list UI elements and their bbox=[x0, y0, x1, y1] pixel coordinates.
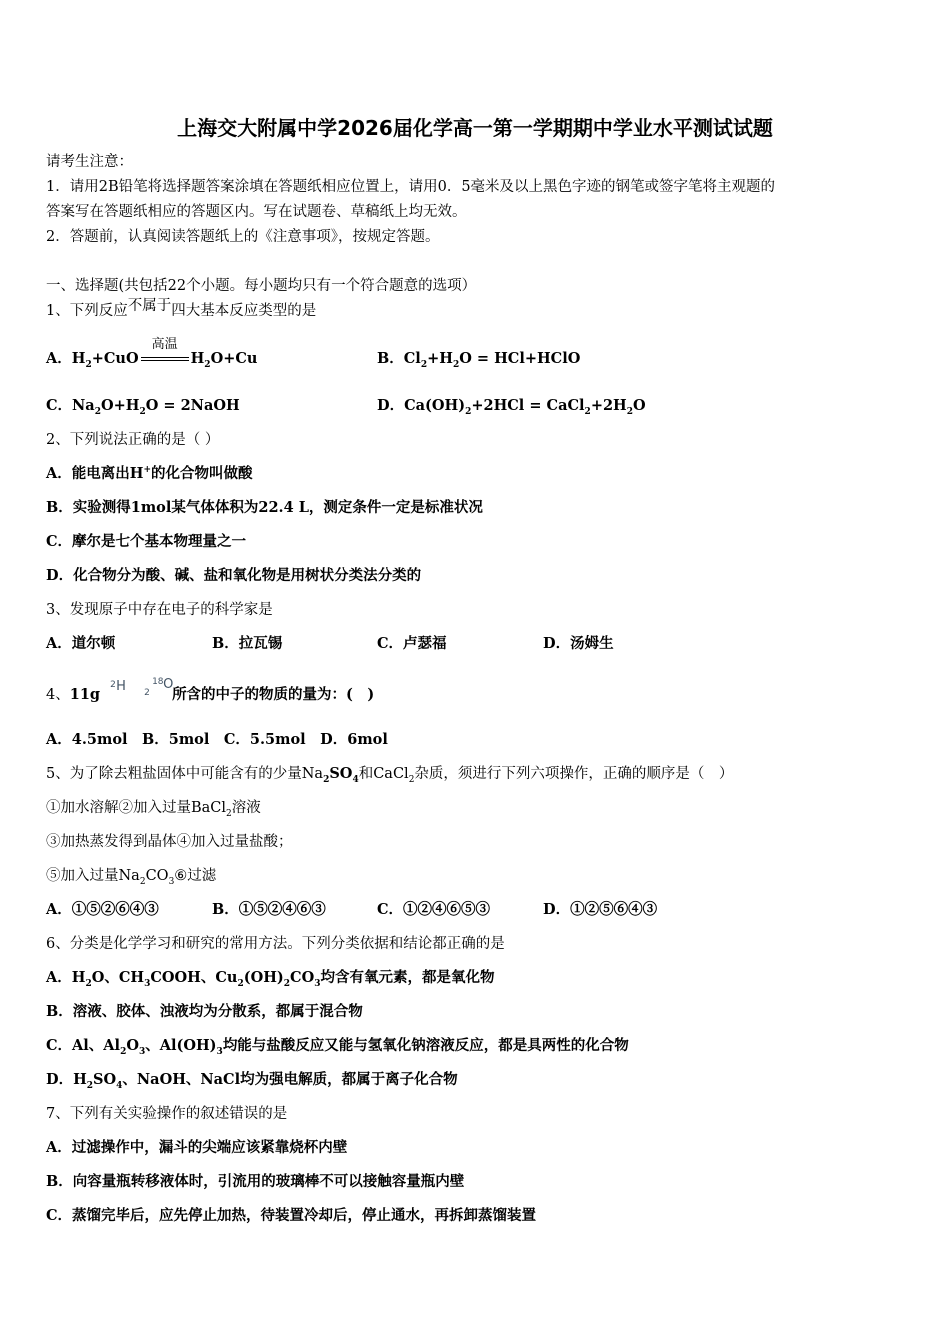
subscript: 2 bbox=[226, 808, 232, 819]
q5-step-line-3 bbox=[46, 866, 216, 886]
notice-heading: 请考生注意： bbox=[46, 154, 133, 170]
q7-option-b: B．向容量瓶转移液体时，引流用的玻璃棒不可以接触容量瓶内壁 bbox=[46, 1173, 465, 1190]
q5-step-line-1 bbox=[46, 798, 261, 818]
isotope-formula bbox=[100, 677, 174, 707]
text: 和CaCl bbox=[358, 766, 409, 782]
text: D．Ca(OH) bbox=[377, 397, 466, 414]
q5-step-line-2: ③加热蒸发得到晶体④加入过量盐酸； bbox=[46, 834, 293, 850]
subscript: 2 bbox=[85, 359, 92, 370]
text: 11g bbox=[69, 686, 101, 703]
text: 的化合物叫做酸 bbox=[151, 465, 253, 482]
q6-option-c bbox=[46, 1036, 629, 1056]
text: C．Na bbox=[46, 397, 95, 414]
mass-number: 18 bbox=[152, 677, 164, 687]
q1-a-end: O+Cu bbox=[210, 350, 258, 367]
text: SO bbox=[93, 1071, 117, 1088]
subscript: 2 bbox=[452, 359, 460, 370]
q1-option-c bbox=[46, 396, 240, 416]
text: A．能电离出H bbox=[46, 465, 144, 482]
q6-option-b: B．溶液、胶体、浊液均为分散系，都属于混合物 bbox=[46, 1003, 363, 1020]
q1-stem bbox=[46, 298, 317, 321]
subscript: 2 bbox=[204, 359, 211, 370]
q1-option-a bbox=[46, 337, 258, 370]
q2-option-a bbox=[46, 464, 253, 484]
text: ①加水溶解②加入过量BaCl bbox=[46, 800, 227, 816]
subscript: 2 bbox=[94, 406, 101, 417]
text: +2HCl = CaCl bbox=[471, 397, 585, 414]
text: D．H bbox=[46, 1071, 87, 1088]
subscript: 2 bbox=[465, 406, 472, 417]
q5-option-d: D．①②⑤⑥④③ bbox=[543, 901, 658, 918]
q1-option-d bbox=[377, 396, 646, 416]
q3-option-a: A．道尔顿 bbox=[46, 635, 116, 652]
text: O = HCl+HClO bbox=[459, 350, 581, 367]
q5-stem bbox=[46, 764, 733, 784]
q2-stem: 2、下列说法正确的是（ ） bbox=[46, 432, 220, 448]
q5-option-c: C．①②④⑥⑤③ bbox=[377, 901, 491, 918]
text: B．Cl bbox=[377, 350, 421, 367]
subscript: 2 bbox=[139, 406, 146, 417]
q6-option-a bbox=[46, 968, 494, 988]
q7-option-a: A．过滤操作中，漏斗的尖端应该紧靠烧杯内壁 bbox=[46, 1139, 348, 1156]
condition-label: 高温 bbox=[151, 337, 178, 352]
text: 5、为了除去粗盐固体中可能含有的少量Na bbox=[46, 766, 324, 782]
text: A．H bbox=[46, 969, 86, 986]
text: 、Al(OH) bbox=[145, 1037, 217, 1054]
text: 4、 bbox=[46, 687, 70, 703]
q5-option-b: B．①⑤②④⑥③ bbox=[212, 901, 326, 918]
q4-stem bbox=[46, 677, 375, 707]
q1-a-left: A．H bbox=[46, 350, 86, 367]
subscript: 2 bbox=[420, 359, 428, 370]
text: O+H bbox=[100, 397, 140, 414]
text: 溶液 bbox=[231, 800, 261, 816]
reaction-condition-arrow bbox=[139, 337, 191, 369]
subscript: 2 bbox=[584, 406, 591, 417]
text: 所含的中子的物质的量为：( ) bbox=[172, 686, 375, 703]
section-heading: 一、选择题(共包括22个小题。每小题均只有一个符合题意的选项） bbox=[46, 278, 477, 294]
q7-option-c: C．蒸馏完毕后，应先停止加热，待装置冷却后，停止通水，再拆卸蒸馏装置 bbox=[46, 1207, 537, 1224]
q2-option-b: B．实验测得1mol某气体体积为22.4 L，测定条件一定是标准状况 bbox=[46, 499, 483, 516]
text: 杂质，须进行下列六项操作，正确的顺序是（ ） bbox=[414, 766, 734, 782]
subscript: 2 bbox=[120, 1046, 127, 1057]
mass-number: 2 bbox=[110, 680, 116, 690]
q6-option-d bbox=[46, 1070, 458, 1090]
text: +H bbox=[427, 350, 453, 367]
q3-option-d: D．汤姆生 bbox=[543, 635, 614, 652]
text: O、CH bbox=[91, 969, 145, 986]
notice-line-2: 2．答题前，认真阅读答题纸上的《注意事项》，按规定答题。 bbox=[46, 229, 440, 245]
q2-option-d: D．化合物分为酸、碱、盐和氧化物是用树状分类法分类的 bbox=[46, 567, 422, 584]
subscript: 2 bbox=[86, 1080, 94, 1091]
text: O bbox=[633, 397, 646, 414]
q2-option-c: C．摩尔是七个基本物理量之一 bbox=[46, 533, 247, 550]
q1-a-mid: +CuO bbox=[91, 350, 139, 367]
page-title: 上海交大附属中学2026届化学高一第一学期期中学业水平测试试题 bbox=[177, 116, 773, 140]
subscript: 4 bbox=[116, 1080, 123, 1091]
subscript: 3 bbox=[216, 1046, 223, 1057]
text: O bbox=[126, 1037, 139, 1054]
subscript: 4 bbox=[352, 774, 359, 785]
text: ⑥过滤 bbox=[174, 868, 217, 884]
subscript: 2 bbox=[85, 978, 92, 989]
text: CO bbox=[290, 969, 315, 986]
q3-option-c: C．卢瑟福 bbox=[377, 635, 447, 652]
text: SO bbox=[329, 765, 353, 782]
subscript: 2 bbox=[237, 978, 244, 989]
element-symbol: H bbox=[116, 679, 126, 694]
q3-option-b: B．拉瓦锡 bbox=[212, 635, 283, 652]
subscript: 2 bbox=[323, 774, 330, 785]
notice-line-1: 1．请用2B铅笔将选择题答案涂填在答题纸相应位置上，请用0．5毫米及以上黑色字迹的钢笔或签字笔将主观题的 bbox=[46, 179, 776, 195]
text: COOH、Cu bbox=[150, 969, 238, 986]
q1-option-b bbox=[377, 349, 580, 369]
text: CO bbox=[145, 868, 169, 884]
superscript: + bbox=[143, 465, 151, 476]
subscript: 2 bbox=[139, 876, 146, 887]
subscript: 2 bbox=[144, 688, 150, 698]
element-symbol: O bbox=[163, 677, 174, 692]
subscript: 3 bbox=[144, 978, 151, 989]
q1-stem-c: 四大基本反应类型的是 bbox=[171, 303, 317, 319]
subscript: 2 bbox=[626, 406, 634, 417]
text: +2H bbox=[590, 397, 627, 414]
subscript: 2 bbox=[283, 978, 291, 989]
text: (OH) bbox=[243, 969, 284, 986]
q1-stem-emphasis: 不属于 bbox=[127, 298, 172, 314]
subscript: 3 bbox=[314, 978, 321, 989]
q7-stem: 7、下列有关实验操作的叙述错误的是 bbox=[46, 1106, 288, 1122]
text: O = 2NaOH bbox=[145, 397, 240, 414]
text: 均含有氧元素，都是氧化物 bbox=[320, 969, 495, 986]
q1-stem-a: 1、下列反应 bbox=[46, 303, 128, 319]
q4-options: A．4.5mol B．5mol C．5.5mol D．6mol bbox=[46, 731, 388, 748]
q5-option-a: A．①⑤②⑥④③ bbox=[46, 901, 159, 918]
text: C．Al、Al bbox=[46, 1037, 121, 1054]
text: 、NaOH、NaCl均为强电解质，都属于离子化合物 bbox=[122, 1071, 458, 1088]
q3-stem: 3、发现原子中存在电子的科学家是 bbox=[46, 602, 273, 618]
text: 均能与盐酸反应又能与氢氧化钠溶液反应，都是具两性的化合物 bbox=[222, 1037, 629, 1054]
subscript: 3 bbox=[138, 1046, 146, 1057]
notice-line-1b: 答案写在答题纸相应的答题区内。写在试题卷、草稿纸上均无效。 bbox=[46, 204, 467, 220]
subscript: 3 bbox=[168, 876, 175, 887]
subscript: 2 bbox=[408, 774, 415, 785]
text: ⑤加入过量Na bbox=[46, 868, 140, 884]
q1-a-right: H bbox=[190, 350, 205, 367]
q6-stem: 6、分类是化学学习和研究的常用方法。下列分类依据和结论都正确的是 bbox=[46, 936, 505, 952]
